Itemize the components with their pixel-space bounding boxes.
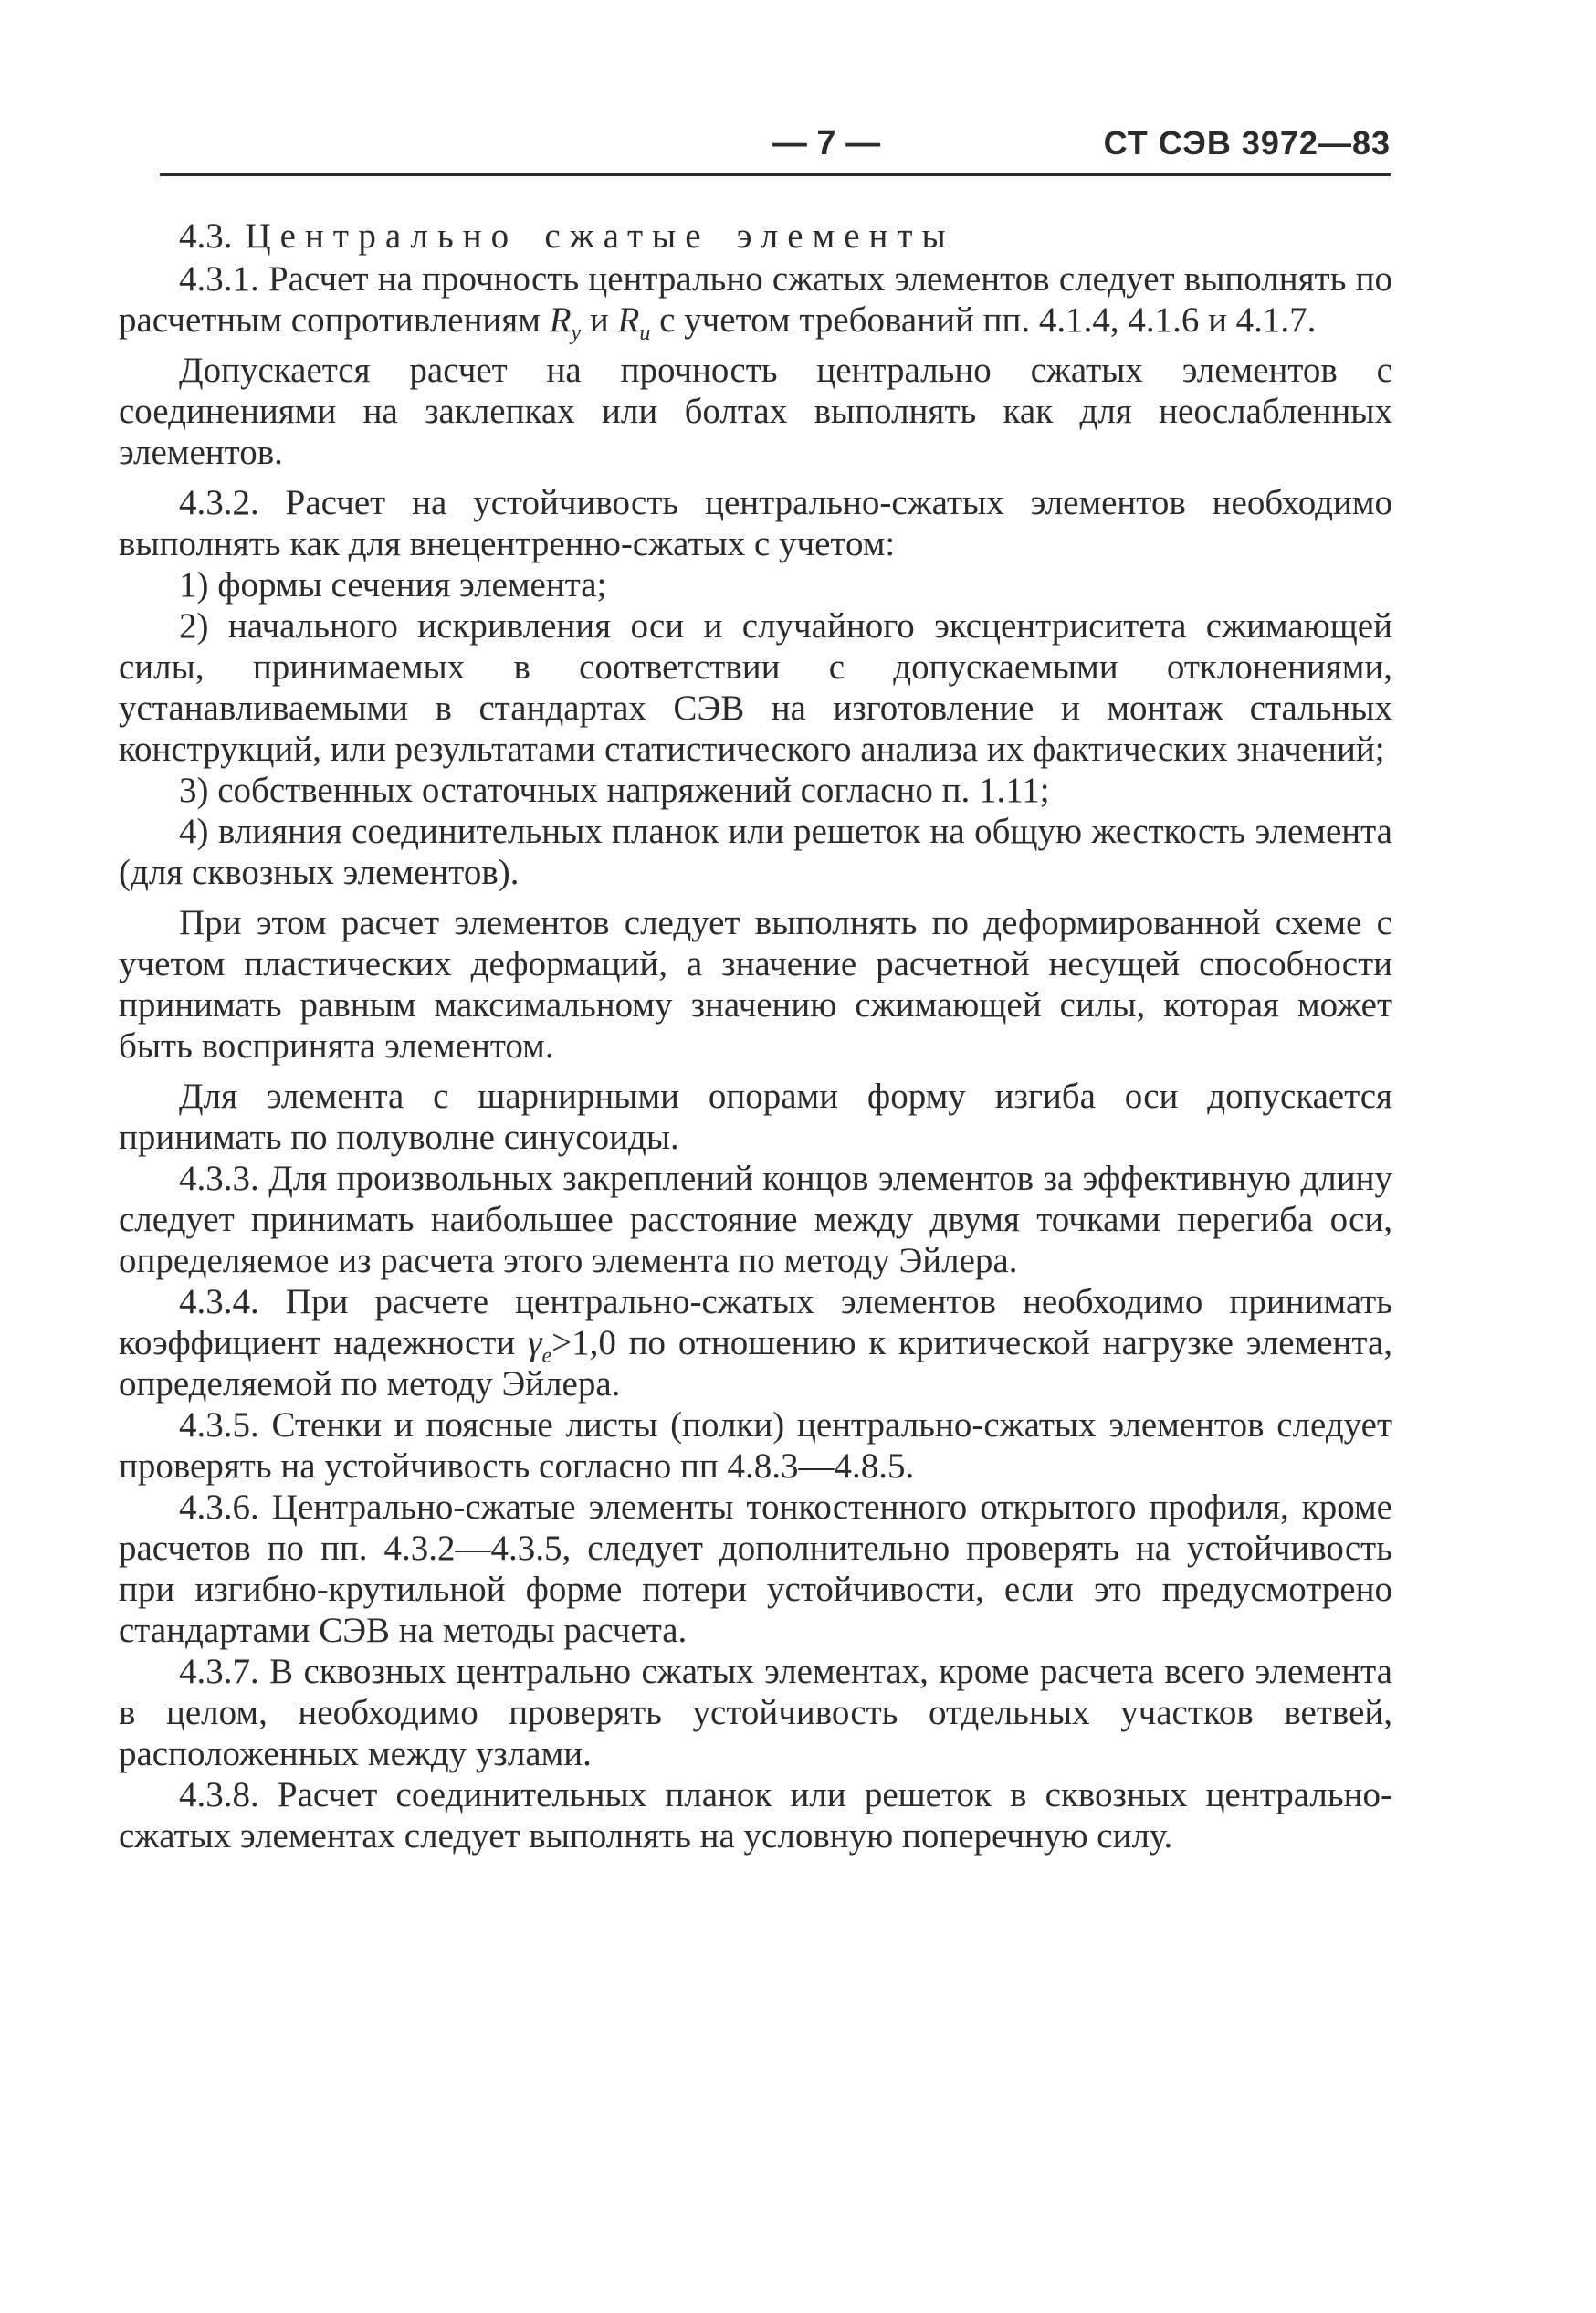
page-number: — 7 — [772,124,881,163]
subscript: e [541,1343,552,1368]
paragraph-4-3-8: 4.3.8. Расчет соединительных планок или решеток в сквозных центрально-сжатых элементах следует выполнять на условную поперечную силу. [119,1775,1392,1856]
paragraph-4-3-6: 4.3.6. Центрально-сжатые элементы тонкостенного открытого профиля, кроме расчетов по пп. 4.3.2—4.3.5, следует дополнительно проверять на устойчивость при изгибно-крутильной форме потери устойчивости, если это предусмотрено стандартами СЭВ на методы расчета. [119,1488,1392,1650]
paragraph-text: и [581,300,618,340]
list-item: 3) собственных остаточных напряжений согласно п. 1.11; [179,771,1050,810]
paragraph-text: 4.3.1. Расчет на прочность центрально сжатых элементов следует выполнять по расчетным сопротивлениям [119,259,1392,340]
standard-code: СТ СЭВ 3972—83 [1103,124,1391,162]
variable-r: R [617,300,640,340]
list-item: 1) формы сечения элемента; [179,565,607,605]
list-item: 2) начального искривления оси и случайного эксцентриситета сжимающей силы, принимаемых в соответствии с допускаемыми отклонениями, устанавливаемыми в стандартах СЭВ на изготовление и монтаж стальных конструкций, или результатами статистического анализа их фактических значений; [119,606,1392,769]
subscript: y [571,321,582,345]
section-title-word: элементы [736,216,955,256]
paragraph-4-3-4 [119,1281,1392,1404]
paragraph-deformed-scheme: При этом расчет элементов следует выполнять по деформированной схеме с учетом пластических деформаций, а значение расчетной несущей способности принимать равным максимальному значению сжимающей силы, которая может быть воспринята элементом. [119,903,1392,1066]
list-item: 4) влияния соединительных планок или решеток на общую жесткость элемента (для сквозных элементов). [119,812,1392,892]
paragraph-4-3-3: 4.3.3. Для произвольных закреплений концов элементов за эффективную длину следует принимать наибольшее расстояние между двумя точками перегиба оси, определяемое из расчета этого элемента по методу Эйлера. [119,1159,1392,1280]
section-title [119,216,1392,257]
section-number: 4.3. [179,216,233,256]
paragraph-4-3-7: 4.3.7. В сквозных центрально сжатых элементах, кроме расчета всего элемента в целом, необходимо проверять устойчивость отдельных участков ветвей, расположенных между узлами. [119,1652,1392,1773]
variable-r: R [549,300,572,340]
variable-gamma: γ [528,1323,542,1362]
paragraph-4-3-1 [119,258,1392,345]
paragraph-4-3-2: 4.3.2. Расчет на устойчивость центрально-сжатых элементов необходимо выполнять как для внецентренно-сжатых с учетом: [119,483,1392,563]
document-body [119,216,1392,1856]
paragraph-text: >1,0 по отношению к критической нагрузке элемента, определяемой по методу Эйлера. [119,1323,1393,1404]
paragraph-allowance: Допускается расчет на прочность центрально сжатых элементов с соединениями на заклепках или болтах выполнять как для неослабленных элементов. [119,351,1392,472]
paragraph-text: с учетом требований пп. 4.1.4, 4.1.6 и 4.1.7. [650,300,1317,340]
page-header [160,117,1391,176]
subscript: u [639,321,651,345]
paragraph-text: 4.3.4. При расчете центрально-сжатых элементов необходимо принимать коэффициент надежности [119,1282,1392,1362]
paragraph-4-3-5: 4.3.5. Стенки и поясные листы (полки) центрально-сжатых элементов следует проверять на устойчивость согласно пп 4.8.3—4.8.5. [119,1405,1392,1486]
section-title-word: Центрально [245,216,519,256]
paragraph-hinged-supports: Для элемента с шарнирными опорами форму изгиба оси допускается принимать по полуволне синусоиды. [119,1077,1392,1157]
section-title-word: сжатые [544,216,710,256]
